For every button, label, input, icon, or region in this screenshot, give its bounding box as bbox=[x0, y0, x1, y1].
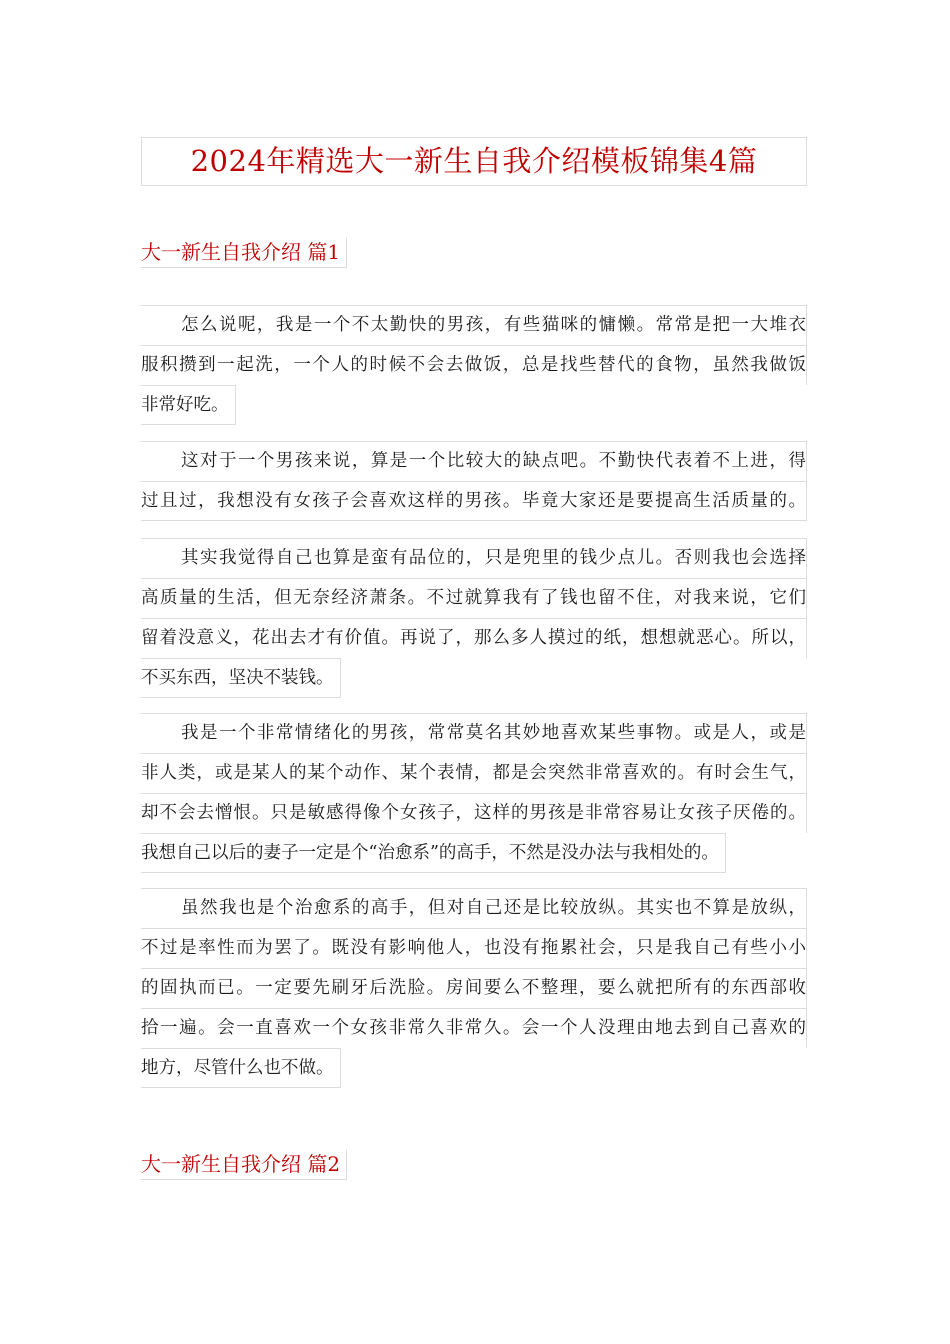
paragraph-3 bbox=[141, 538, 807, 702]
paragraph-line: 拾一遍。会一直喜欢一个女孩非常久非常久。会一个人没理由地去到自己喜欢的 bbox=[141, 1008, 807, 1048]
paragraph-2 bbox=[141, 441, 807, 521]
paragraph-1 bbox=[141, 305, 807, 429]
paragraph-line: 服积攒到一起洗，一个人的时候不会去做饭，总是找些替代的食物，虽然我做饭 bbox=[141, 345, 807, 385]
paragraph-line: 不买东西，坚决不装钱。 bbox=[141, 658, 341, 698]
paragraph-line: 非常好吃。 bbox=[141, 385, 236, 425]
section-heading-1: 大一新生自我介绍 篇1 bbox=[141, 238, 347, 268]
paragraph-line: 非人类，或是某人的某个动作、某个表情，都是会突然非常喜欢的。有时会生气， bbox=[141, 753, 807, 793]
paragraph-line: 我想自己以后的妻子一定是个“治愈系”的高手，不然是没办法与我相处的。 bbox=[141, 833, 726, 873]
paragraph-line: 高质量的生活，但无奈经济萧条。不过就算我有了钱也留不住，对我来说，它们 bbox=[141, 578, 807, 618]
paragraph-line: 过且过，我想没有女孩子会喜欢这样的男孩。毕竟大家还是要提高生活质量的。 bbox=[141, 481, 807, 521]
paragraph-line: 地方，尽管什么也不做。 bbox=[141, 1048, 341, 1088]
paragraph-line: 虽然我也是个治愈系的高手，但对自己还是比较放纵。其实也不算是放纵， bbox=[141, 888, 807, 928]
paragraph-5 bbox=[141, 888, 807, 1092]
paragraph-line: 我是一个非常情绪化的男孩，常常莫名其妙地喜欢某些事物。或是人，或是 bbox=[141, 713, 807, 753]
paragraph-line: 怎么说呢，我是一个不太勤快的男孩，有些猫咪的慵懒。常常是把一大堆衣 bbox=[141, 305, 807, 345]
paragraph-line: 留着没意义，花出去才有价值。再说了，那么多人摸过的纸，想想就恶心。所以， bbox=[141, 618, 807, 658]
paragraph-line: 不过是率性而为罢了。既没有影响他人，也没有拖累社会，只是我自己有些小小 bbox=[141, 928, 807, 968]
paragraph-line: 却不会去憎恨。只是敏感得像个女孩子，这样的男孩是非常容易让女孩子厌倦的。 bbox=[141, 793, 807, 833]
paragraph-4 bbox=[141, 713, 807, 877]
paragraph-line: 这对于一个男孩来说，算是一个比较大的缺点吧。不勤快代表着不上进，得 bbox=[141, 441, 807, 481]
paragraph-line: 其实我觉得自己也算是蛮有品位的，只是兜里的钱少点儿。否则我也会选择 bbox=[141, 538, 807, 578]
paragraph-line: 的固执而已。一定要先刷牙后洗脸。房间要么不整理，要么就把所有的东西部收 bbox=[141, 968, 807, 1008]
section-heading-2: 大一新生自我介绍 篇2 bbox=[141, 1150, 347, 1180]
document-title: 2024年精选大一新生自我介绍模板锦集4篇 bbox=[141, 137, 807, 186]
